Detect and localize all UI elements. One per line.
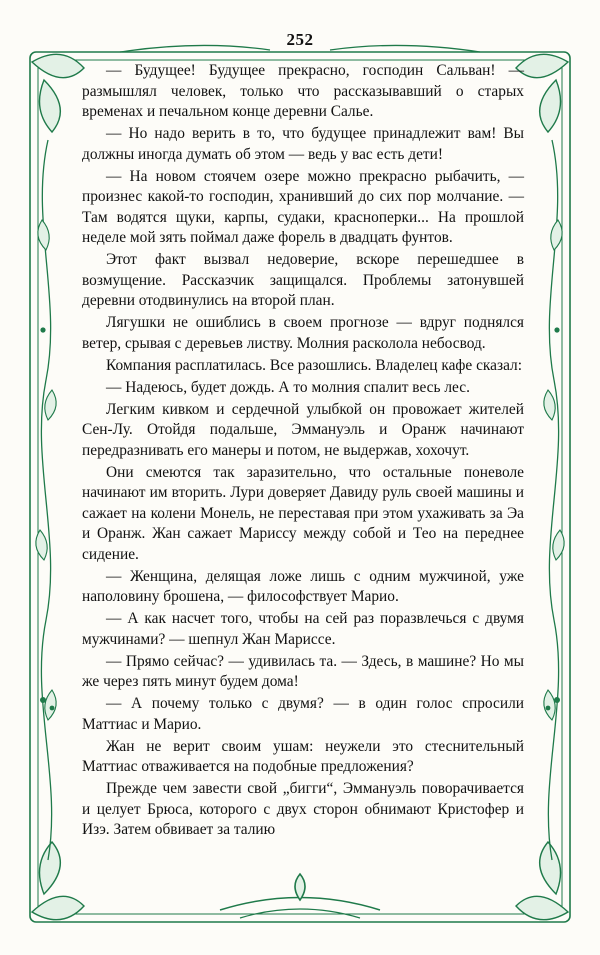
paragraph: — А как насчет того, чтобы на сей раз поразвлечься с двумя мужчинами? — шепнул Жан Мариссе. bbox=[82, 610, 524, 648]
paragraph: Этот факт вызвал недоверие, вскоре перешедшее в возмущение. Рассказчик защищался. Проблемы затонувшей деревни отодвинулись на второй план. bbox=[82, 251, 524, 309]
paragraph: — Надеюсь, будет дождь. А то молния спалит весь лес. bbox=[106, 378, 470, 396]
paragraph: — На новом стоячем озере можно прекрасно рыбачить, — произнес какой-то господин, хранивший до сих пор молчание. — Там водятся щуки, карпы, судаки, красноперки... На прошлой неделе мой зять поймал даже форель в двадцать фунтов. bbox=[82, 167, 524, 246]
paragraph: — Будущее! Будущее прекрасно, господин Сальван! — размышлял человек, только что рассказывавший о старых временах и печальном конце деревни Салье. bbox=[82, 62, 524, 120]
paragraph: Легким кивком и сердечной улыбкой он провожает жителей Сен-Лу. Отойдя подальше, Эммануэль и Оранж начинают передразнивать его манеры и потом, не выдержав, хохочут. bbox=[82, 400, 524, 459]
body-text bbox=[82, 61, 524, 842]
paragraph: Лягушки не ошиблись в своем прогнозе — вдруг поднялся ветер, срывая с деревьев листву. Молния расколола небосвод. bbox=[82, 314, 524, 352]
paragraph: — Прямо сейчас? — удивилась та. — Здесь, в машине? Но мы же через пять минут будем дома! bbox=[82, 652, 524, 690]
paragraph: Компания расплатилась. Все разошлись. Владелец кафе сказал: bbox=[106, 356, 522, 374]
paragraph: Прежде чем завести свой „бигги“, Эммануэль поворачивается и целует Брюса, которого с двух сторон обнимают Кристофер и Изэ. Затем обвивает за талию bbox=[82, 780, 524, 838]
paragraph: — Женщина, делящая ложе лишь с одним мужчиной, уже наполовину брошена, — философствует Марио. bbox=[82, 567, 524, 605]
page-number: 252 bbox=[286, 30, 314, 49]
paragraph: — Но надо верить в то, что будущее принадлежит вам! Вы должны иногда думать об этом — ведь у вас есть дети! bbox=[82, 125, 524, 163]
paragraph: Они смеются так заразительно, что остальные поневоле начинают им вторить. Лури доверяет Давиду руль своей машины и сажает на колени Монель, не переставая при этом ухаживать за Эа и Оранж. Жан сажает Мариссу между собой и Тео на переднее сидение. bbox=[82, 463, 524, 563]
paragraph: Жан не верит своим ушам: неужели это стеснительный Маттиас отваживается на подобные предложения? bbox=[82, 737, 524, 775]
paragraph: — А почему только с двумя? — в один голос спросили Маттиас и Марио. bbox=[82, 695, 524, 733]
